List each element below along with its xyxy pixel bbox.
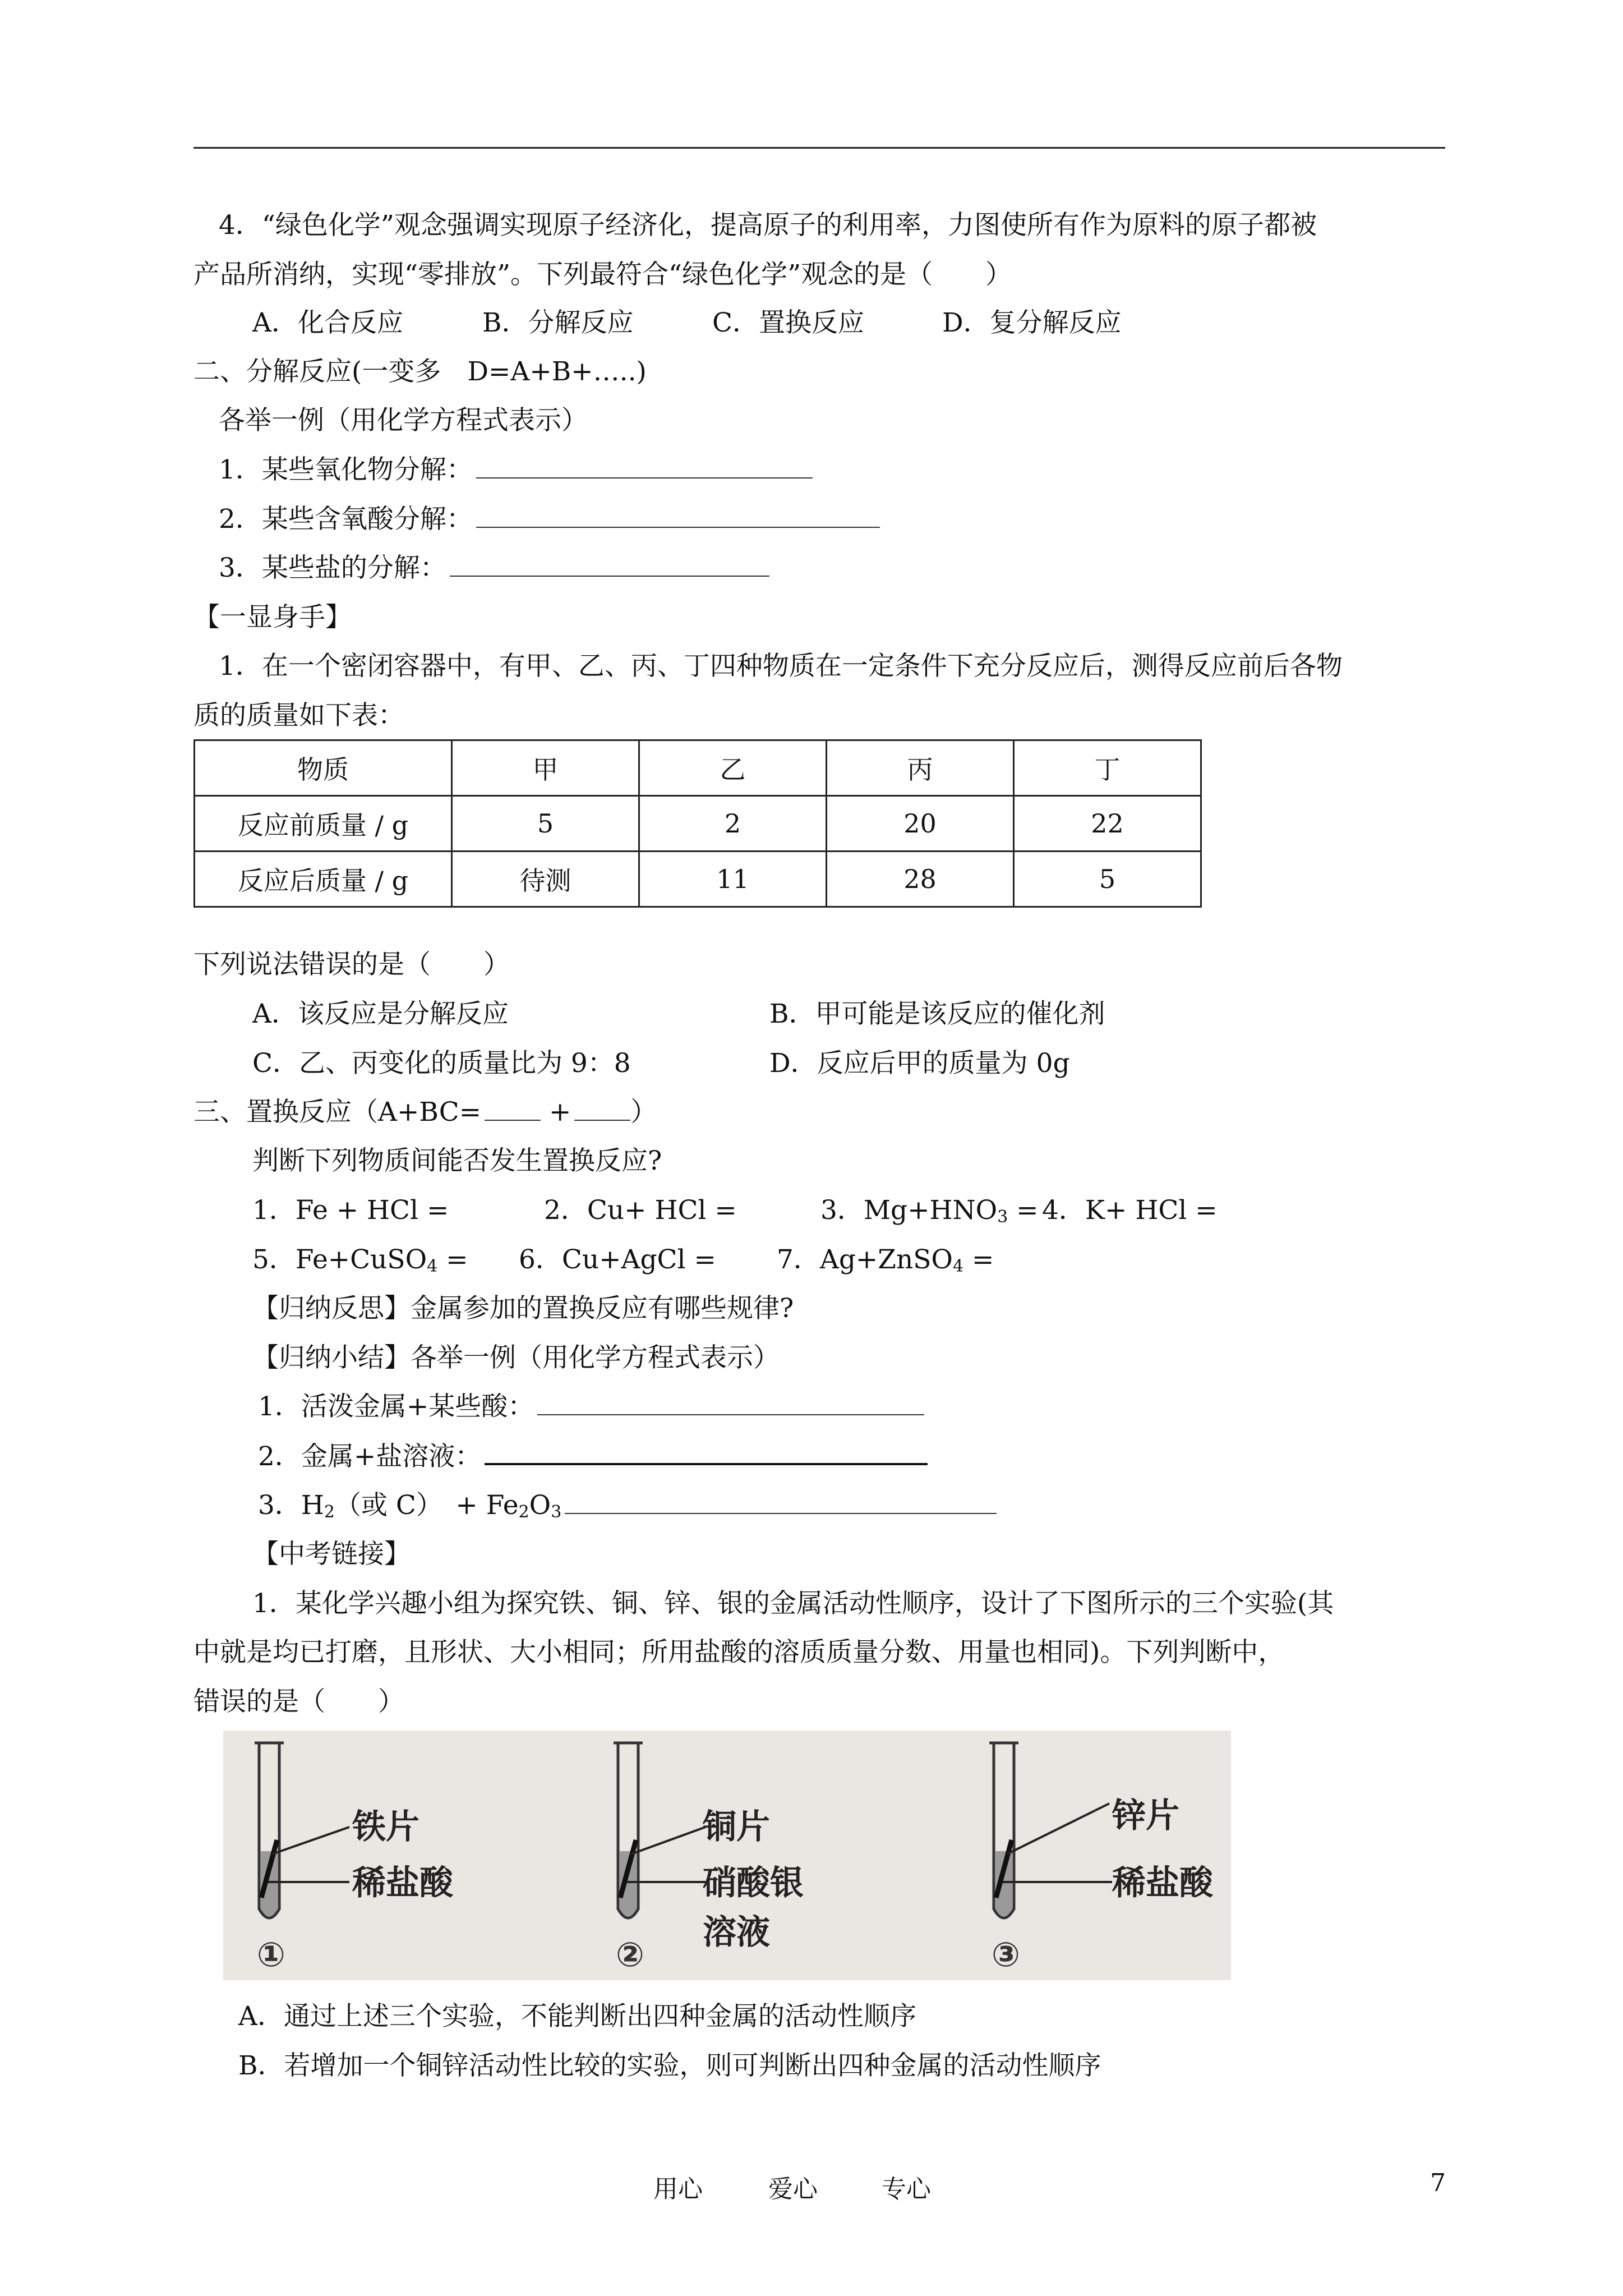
section3-heading: 三、置换反应（A+BC= + ） (193, 1097, 657, 1128)
table-cell: 28 (827, 852, 1014, 907)
test-tube-1 (255, 1743, 349, 1918)
table-header-cell: 丁 (1014, 740, 1201, 796)
q4-option-a: A．化合反应 (252, 307, 403, 338)
footer-motto-2: 爱心 (768, 2175, 818, 2203)
summary-line: 【归纳小结】各举一例（用化学方程式表示） (252, 1342, 780, 1373)
table-cell: 反应前质量 / g (195, 796, 452, 852)
exam-option-a: A．通过上述三个实验，不能判断出四种金属的活动性顺序 (238, 2001, 916, 2032)
exam-q1-line3: 错误的是（ ） (193, 1686, 404, 1717)
answer-blank[interactable] (450, 552, 769, 577)
exam-heading: 【中考链接】 (252, 1539, 411, 1570)
show-heading: 【一显身手】 (193, 602, 352, 633)
tube1-liquid-label: 稀盐酸 (352, 1864, 453, 1902)
tube2-metal-label: 铜片 (703, 1808, 770, 1846)
summary-item-2: 2．金属+盐溶液： (258, 1439, 928, 1474)
reaction-1: 1．Fe + HCl = (252, 1195, 449, 1226)
footer-motto-1: 用心 (653, 2175, 703, 2203)
test-tube-2 (614, 1743, 706, 1918)
answer-blank[interactable] (537, 1391, 924, 1415)
reaction-4: 4．K+ HCl = (1042, 1195, 1218, 1226)
reaction-7: 7．Ag+ZnSO$_4$ = (777, 1244, 994, 1276)
section2-intro: 各举一例（用化学方程式表示） (219, 405, 588, 436)
table-cell: 待测 (452, 852, 639, 907)
answer-blank[interactable] (476, 454, 813, 478)
table-cell: 5 (452, 796, 639, 852)
table-row (195, 852, 1201, 907)
table-cell: 5 (1014, 852, 1201, 907)
reaction-5: 5．Fe+CuSO$_4$ = (252, 1244, 468, 1276)
tube2-liquid-label-2: 溶液 (703, 1913, 770, 1951)
tube1-number: ① (257, 1936, 285, 1973)
table-header-cell: 甲 (452, 740, 639, 796)
exam-q1-line2: 中就是均已打磨，且形状、大小相同；所用盐酸的溶质质量分数、用量也相同)。下列判断中， (193, 1637, 1285, 1668)
table-cell: 11 (639, 852, 827, 907)
table-row (195, 796, 1201, 852)
tube2-number: ② (616, 1936, 644, 1973)
test-tube-figure (223, 1731, 1231, 1980)
table-cell: 反应后质量 / g (195, 852, 452, 907)
show-q1-line2: 质的质量如下表： (193, 700, 404, 731)
section3-prompt: 判断下列物质间能否发生置换反应? (252, 1145, 662, 1176)
test-tube-3 (989, 1743, 1112, 1918)
show-option-b: B．甲可能是该反应的催化剂 (769, 999, 1105, 1029)
exam-q1-line1: 1．某化学兴趣小组为探究铁、铜、锌、银的金属活动性顺序，设计了下图所示的三个实验(其 (252, 1588, 1334, 1619)
exam-option-b: B．若增加一个铜锌活动性比较的实验，则可判断出四种金属的活动性顺序 (238, 2050, 1101, 2081)
footer-motto-3: 专心 (882, 2175, 931, 2203)
section2-heading: 二、分解反应(一变多 D=A+B+…..) (193, 356, 647, 387)
answer-blank[interactable] (574, 1096, 630, 1121)
reaction-3: 3．$Mg+HNO_3$ = (820, 1195, 1039, 1227)
answer-blank[interactable] (565, 1489, 997, 1514)
table-cell: 2 (639, 796, 827, 852)
tube1-metal-label: 铁片 (352, 1808, 419, 1846)
section2-item-2: 2．某些含氧酸分解： (219, 503, 880, 536)
header-rule (193, 147, 1445, 149)
table-header-cell: 丙 (827, 740, 1014, 796)
tube3-metal-label: 锌片 (1112, 1797, 1179, 1834)
reaction-6: 6．Cu+AgCl = (519, 1244, 716, 1275)
q4-line1: 4．“绿色化学”观念强调实现原子经济化，提高原子的利用率，力图使所有作为原料的原子都被 (219, 210, 1317, 241)
table-cell: 20 (827, 796, 1014, 852)
q4-line2: 产品所消纳，实现“零排放”。下列最符合“绿色化学”观念的是（ ） (193, 259, 1012, 290)
q4-option-d: D．复分解反应 (942, 307, 1122, 338)
answer-blank[interactable] (485, 1439, 928, 1465)
q4-option-c: C．置换反应 (712, 307, 864, 338)
answer-blank[interactable] (476, 503, 880, 528)
tube3-liquid-label: 稀盐酸 (1112, 1864, 1213, 1902)
page-number: 7 (1430, 2169, 1446, 2197)
tube3-number: ③ (992, 1936, 1020, 1973)
section2-item-3: 3．某些盐的分解： (219, 551, 769, 585)
q4-option-b: B．分解反应 (482, 307, 634, 338)
reaction-2: 2．Cu+ HCl = (544, 1195, 737, 1226)
answer-blank[interactable] (485, 1096, 541, 1121)
reflect-line: 【归纳反思】金属参加的置换反应有哪些规律? (252, 1293, 794, 1324)
tube2-liquid-label-1: 硝酸银 (703, 1864, 804, 1902)
summary-item-1: 1．活泼金属+某些酸： (258, 1390, 924, 1424)
summary-item-3: 3．$H_2$（或 C） + $Fe_2O_3$ (258, 1489, 997, 1529)
table-header-cell: 物质 (195, 740, 452, 796)
show-q1-line1: 1．在一个密闭容器中，有甲、乙、丙、丁四种物质在一定条件下充分反应后，测得反应前后各物 (219, 651, 1343, 682)
mass-table (193, 739, 1202, 908)
show-question: 下列说法错误的是（ ） (193, 949, 510, 980)
table-header-cell: 乙 (639, 740, 827, 796)
show-option-c: C．乙、丙变化的质量比为 9：8 (252, 1048, 631, 1079)
show-option-d: D．反应后甲的质量为 0g (769, 1048, 1070, 1079)
show-option-a: A．该反应是分解反应 (252, 999, 509, 1029)
section2-item-1: 1．某些氧化物分解： (219, 453, 813, 487)
table-cell: 22 (1014, 796, 1201, 852)
table-header-row (195, 740, 1201, 796)
